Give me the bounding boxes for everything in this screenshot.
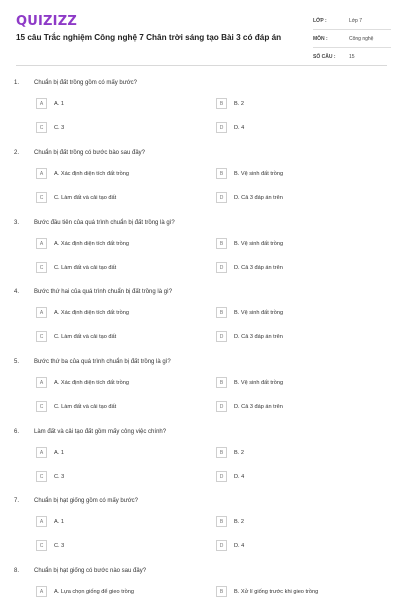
option-letter-box: A bbox=[36, 377, 47, 388]
answer-option bbox=[36, 471, 64, 482]
option-letter-box: B bbox=[216, 586, 227, 597]
option-text: A. Lựa chọn giống để gieo trồng bbox=[54, 588, 134, 595]
answer-option bbox=[216, 262, 283, 273]
question-text: Chuẩn bị hạt giống có bước nào sau đây? bbox=[34, 568, 147, 574]
option-text: D. Cả 3 đáp án trên bbox=[234, 333, 283, 340]
option-letter-box: A bbox=[36, 447, 47, 458]
quizizz-logo: QUIZIZZ bbox=[16, 14, 77, 29]
question-text: Làm đất và cải tạo đất gồm mấy công việc chính? bbox=[34, 429, 167, 435]
option-text: B. 2 bbox=[234, 449, 244, 456]
answer-option bbox=[216, 447, 244, 458]
info-value: Công nghệ bbox=[349, 35, 374, 42]
info-label: LỚP : bbox=[313, 17, 327, 24]
option-letter-box: D bbox=[216, 262, 227, 273]
option-letter-box: D bbox=[216, 192, 227, 203]
answer-option bbox=[216, 98, 244, 109]
question-number: 4. bbox=[14, 289, 20, 295]
question-text: Chuẩn bị đất trồng gồm có mấy bước? bbox=[34, 80, 138, 86]
option-text: C. Làm đất và cải tạo đất bbox=[54, 403, 117, 410]
answer-option bbox=[36, 307, 129, 318]
answer-option bbox=[36, 122, 64, 133]
option-text: D. 4 bbox=[234, 124, 245, 131]
answer-option bbox=[216, 516, 244, 527]
option-letter-box: D bbox=[216, 122, 227, 133]
option-letter-box: C bbox=[36, 401, 47, 412]
answer-option bbox=[216, 331, 283, 342]
question-text: Bước đầu tiên của quá trình chuẩn bị đất trồng là gì? bbox=[34, 220, 175, 226]
info-row-subject bbox=[313, 30, 391, 48]
answer-option bbox=[216, 377, 283, 388]
option-text: B. Vệ sinh đất trồng bbox=[234, 240, 284, 247]
question-text: Chuẩn bị đất trồng có bước bào sau đây? bbox=[34, 150, 146, 156]
option-letter-box: C bbox=[36, 471, 47, 482]
question-number: 5. bbox=[14, 359, 20, 365]
question-number: 1. bbox=[14, 80, 20, 86]
option-letter-box: C bbox=[36, 192, 47, 203]
option-letter-box: B bbox=[216, 516, 227, 527]
option-letter-box: A bbox=[36, 307, 47, 318]
option-text: D. 4 bbox=[234, 542, 245, 549]
option-text: C. 3 bbox=[54, 542, 65, 549]
info-row-count bbox=[313, 48, 391, 65]
option-text: C. 3 bbox=[54, 473, 65, 480]
info-box bbox=[313, 12, 391, 65]
option-letter-box: D bbox=[216, 540, 227, 551]
info-value: 15 bbox=[349, 53, 355, 60]
option-letter-box: D bbox=[216, 331, 227, 342]
question-number: 6. bbox=[14, 429, 20, 435]
option-letter-box: C bbox=[36, 540, 47, 551]
answer-option bbox=[36, 168, 129, 179]
option-letter-box: D bbox=[216, 401, 227, 412]
answer-option bbox=[216, 586, 318, 597]
option-letter-box: A bbox=[36, 586, 47, 597]
answer-option bbox=[36, 540, 64, 551]
option-text: A. Xác định diện tích đất trồng bbox=[54, 240, 129, 247]
answer-option bbox=[36, 447, 64, 458]
option-text: B. Vệ sinh đất trồng bbox=[234, 379, 284, 386]
answer-option bbox=[36, 516, 64, 527]
option-text: A. 1 bbox=[54, 449, 64, 456]
option-text: C. Làm đất và cải tạo đất bbox=[54, 264, 117, 271]
option-letter-box: B bbox=[216, 447, 227, 458]
option-text: D. Cả 3 đáp án trên bbox=[234, 194, 283, 201]
question-number: 8. bbox=[14, 568, 20, 574]
option-text: C. 3 bbox=[54, 124, 65, 131]
option-letter-box: A bbox=[36, 168, 47, 179]
option-letter-box: B bbox=[216, 168, 227, 179]
question-text: Chuẩn bị hạt giống gồm có mấy bước? bbox=[34, 498, 139, 504]
option-text: B. Xử lí giống trước khi gieo trồng bbox=[234, 588, 319, 595]
option-letter-box: B bbox=[216, 377, 227, 388]
answer-option bbox=[36, 262, 116, 273]
option-letter-box: B bbox=[216, 307, 227, 318]
option-text: D. Cả 3 đáp án trên bbox=[234, 264, 283, 271]
option-letter-box: B bbox=[216, 238, 227, 249]
answer-option bbox=[216, 122, 244, 133]
answer-option bbox=[36, 401, 116, 412]
answer-option bbox=[36, 331, 116, 342]
option-text: C. Làm đất và cải tạo đất bbox=[54, 194, 117, 201]
option-text: B. Vệ sinh đất trồng bbox=[234, 309, 284, 316]
question-number: 3. bbox=[14, 220, 20, 226]
info-label: MÔN : bbox=[313, 35, 328, 42]
answer-option bbox=[36, 98, 64, 109]
info-label: SỐ CÂU : bbox=[313, 53, 336, 60]
option-letter-box: A bbox=[36, 98, 47, 109]
answer-option bbox=[36, 377, 129, 388]
option-text: B. 2 bbox=[234, 518, 244, 525]
option-text: A. Xác định diện tích đất trồng bbox=[54, 379, 129, 386]
option-letter-box: A bbox=[36, 238, 47, 249]
option-text: D. Cả 3 đáp án trên bbox=[234, 403, 283, 410]
option-letter-box: C bbox=[36, 331, 47, 342]
option-letter-box: C bbox=[36, 262, 47, 273]
option-letter-box: A bbox=[36, 516, 47, 527]
option-text: A. Xác định diện tích đất trồng bbox=[54, 309, 129, 316]
answer-option bbox=[216, 307, 283, 318]
answer-option bbox=[216, 238, 283, 249]
option-letter-box: B bbox=[216, 98, 227, 109]
question-text: Bước thứ hai của quá trình chuẩn bị đất trồng là gì? bbox=[34, 289, 173, 295]
info-row-class bbox=[313, 12, 391, 30]
question-number: 2. bbox=[14, 150, 20, 156]
answer-option bbox=[216, 168, 283, 179]
answer-option bbox=[216, 192, 283, 203]
answer-option bbox=[36, 586, 134, 597]
answer-option bbox=[216, 471, 244, 482]
answer-option bbox=[36, 238, 129, 249]
option-letter-box: D bbox=[216, 471, 227, 482]
question-text: Bước thứ ba của quá trình chuẩn bị đất trồng là gì? bbox=[34, 359, 171, 365]
option-text: A. 1 bbox=[54, 100, 64, 107]
question-number: 7. bbox=[14, 498, 20, 504]
option-letter-box: C bbox=[36, 122, 47, 133]
answer-option bbox=[216, 401, 283, 412]
header-divider bbox=[16, 65, 387, 66]
option-text: A. Xác định diện tích đất trồng bbox=[54, 170, 129, 177]
option-text: B. 2 bbox=[234, 100, 244, 107]
option-text: A. 1 bbox=[54, 518, 64, 525]
info-value: Lớp 7 bbox=[349, 17, 363, 24]
answer-option bbox=[216, 540, 244, 551]
answer-option bbox=[36, 192, 116, 203]
option-text: D. 4 bbox=[234, 473, 245, 480]
page-title: 15 câu Trắc nghiệm Công nghệ 7 Chân trời sáng tạo Bài 3 có đáp án bbox=[16, 33, 282, 42]
option-text: C. Làm đất và cải tạo đất bbox=[54, 333, 117, 340]
option-text: B. Vệ sinh đất trồng bbox=[234, 170, 284, 177]
